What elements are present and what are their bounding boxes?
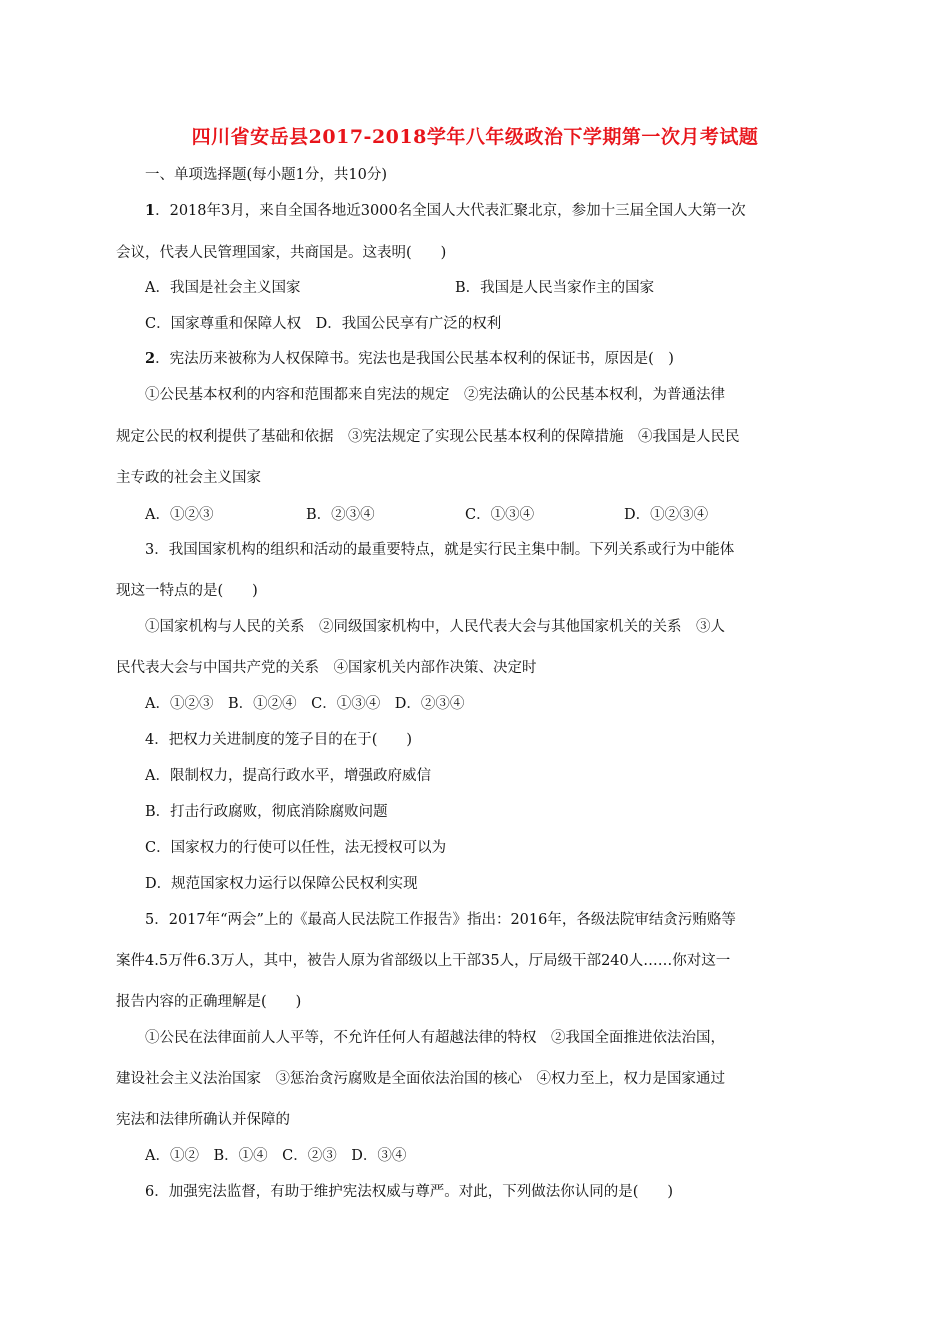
question-2-number: 2 bbox=[145, 350, 156, 367]
question-5-line-2: 案件4.5万件6.3万人，其中，被告人原为省部级以上干部35人，厅局级干部240人……你对这一 bbox=[116, 953, 731, 969]
question-4-option-b: B．打击行政腐败，彻底消除腐败问题 bbox=[145, 804, 388, 820]
question-1-number: 1 bbox=[145, 202, 156, 219]
question-2-stem: ．宪法历来被称为人权保障书。宪法也是我国公民基本权利的保证书，原因是( ) bbox=[155, 351, 674, 367]
question-1-option-b: B．我国是人民当家作主的国家 bbox=[455, 280, 655, 296]
question-1-line-2: 会议，代表人民管理国家，共商国是。这表明( ) bbox=[116, 245, 447, 261]
question-4-option-c: C．国家权力的行使可以任性，法无授权可以为 bbox=[145, 840, 447, 856]
question-2-line-1 bbox=[145, 349, 674, 369]
question-2-option-c: C．①③④ bbox=[465, 507, 535, 523]
question-2-line-4: 主专政的社会主义国家 bbox=[116, 470, 261, 486]
question-5-options: A．①② B．①④ C．②③ D．③④ bbox=[145, 1148, 407, 1164]
page-title: 四川省安岳县2017-2018学年八年级政治下学期第一次月考试题 bbox=[191, 126, 759, 148]
question-2-option-b: B．②③④ bbox=[306, 507, 375, 523]
question-3-line-3: ①国家机构与人民的关系 ②同级国家机构中，人民代表大会与其他国家机关的关系 ③人 bbox=[145, 619, 725, 635]
question-5-line-3: 报告内容的正确理解是( ) bbox=[116, 994, 302, 1010]
question-3-options: A．①②③ B．①②④ C．①③④ D．②③④ bbox=[145, 696, 465, 712]
question-2-line-3: 规定公民的权利提供了基础和依据 ③宪法规定了实现公民基本权利的保障措施 ④我国是人民民 bbox=[116, 429, 740, 445]
question-4-option-d: D．规范国家权力运行以保障公民权利实现 bbox=[145, 876, 418, 892]
question-2-option-d: D．①②③④ bbox=[624, 507, 709, 523]
question-3-line-4: 民代表大会与中国共产党的关系 ④国家机关内部作决策、决定时 bbox=[116, 660, 537, 676]
section-heading: 一、单项选择题(每小题1分，共10分) bbox=[145, 167, 387, 183]
question-1-line-1 bbox=[145, 201, 746, 221]
question-2-option-a: A．①②③ bbox=[145, 507, 214, 523]
question-5-line-5: 建设社会主义法治国家 ③惩治贪污腐败是全面依法治国的核心 ④权力至上，权力是国家通过 bbox=[116, 1071, 725, 1087]
question-3-line-2: 现这一特点的是( ) bbox=[116, 583, 258, 599]
question-1-stem: ．2018年3月，来自全国各地近3000名全国人大代表汇聚北京，参加十三届全国人大第一次 bbox=[155, 203, 746, 219]
question-3-line-1: 3．我国国家机构的组织和活动的最重要特点，就是实行民主集中制。下列关系或行为中能体 bbox=[145, 542, 735, 558]
question-1-option-a: A．我国是社会主义国家 bbox=[145, 280, 301, 296]
question-2-line-2: ①公民基本权利的内容和范围都来自宪法的规定 ②宪法确认的公民基本权利，为普通法律 bbox=[145, 387, 725, 403]
question-4-line-1: 4．把权力关进制度的笼子目的在于( ) bbox=[145, 732, 413, 748]
question-1-options-cd: C．国家尊重和保障人权 D．我国公民享有广泛的权利 bbox=[145, 316, 502, 332]
question-6-line-1: 6．加强宪法监督，有助于维护宪法权威与尊严。对此，下列做法你认同的是( ) bbox=[145, 1184, 674, 1200]
question-5-line-6: 宪法和法律所确认并保障的 bbox=[116, 1112, 290, 1128]
question-5-line-4: ①公民在法律面前人人平等，不允许任何人有超越法律的特权 ②我国全面推进依法治国， bbox=[145, 1030, 725, 1046]
question-5-line-1: 5．2017年“两会”上的《最高人民法院工作报告》指出：2016年，各级法院审结贪污贿赂等 bbox=[145, 912, 736, 928]
question-4-option-a: A．限制权力，提高行政水平，增强政府威信 bbox=[145, 768, 431, 784]
